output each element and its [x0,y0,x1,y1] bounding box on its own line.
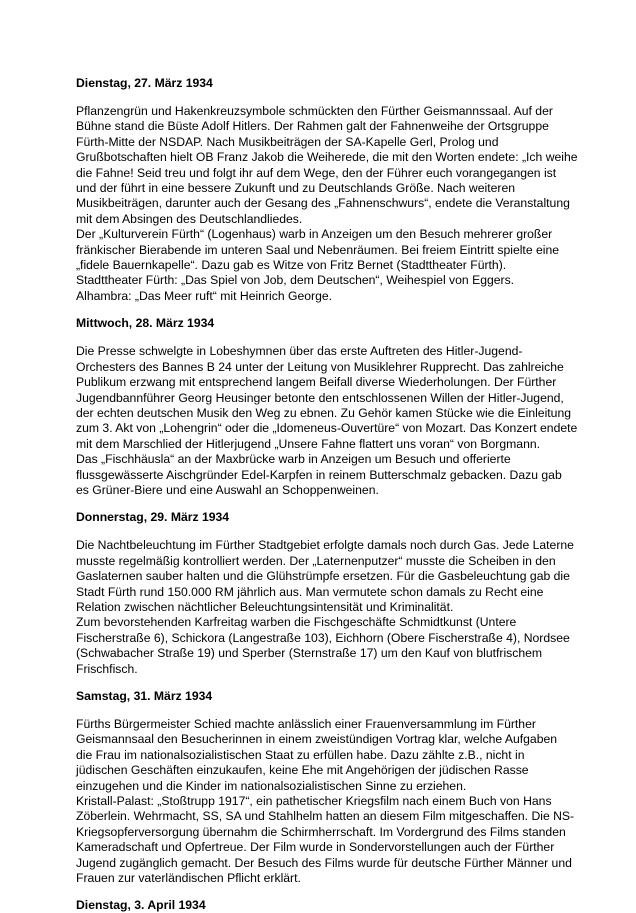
entry-body [76,538,636,677]
text-line: Publikum erzwang mit entsprechend langem Beifall diverse Wiederholungen. Der Fürther [76,375,557,390]
text-line: Der „Kulturverein Fürth“ (Logenhaus) warb in Anzeigen um den Besuch mehrerer großer [76,227,553,242]
text-line: Relation zwischen nächtlicher Beleuchtungsintensität und Kriminalität. [76,599,454,614]
text-line: Die Presse schwelgte in Lobeshymnen über das erste Auftreten des Hitler-Jugend- [76,344,523,359]
text-line: es Grüner-Biere und eine Auswahl an Schoppenweinen. [76,482,379,497]
text-line: einzugehen und die Kinder im nationalsozialistischen Sinne zu erziehen. [76,778,467,793]
text-line: und der führt in eine bessere Zukunft und zu Deutschlands Größe. Nach weiteren [76,181,515,196]
entry-1934-03-28 [76,316,636,498]
text-line: zum 3. Akt von „Lohengrin“ oder die „Idomeneus-Ouvertüre“ von Mozart. Das Konzert endete [76,421,578,436]
text-line: Die Nachtbeleuchtung im Fürther Stadtgebiet erfolgte damals noch durch Gas. Jede Laterne [76,538,574,553]
text-line: Das „Fischhäusla“ an der Maxbrücke warb in Anzeigen um Besuch und offerierte [76,452,511,467]
text-line: Geismannsaal den Besucherinnen in einem zweistündigen Vortrag klar, welche Aufgaben [76,732,558,747]
text-line: Kristall-Palast: „Stoßtrupp 1917“, ein pathetischer Kriegsfilm nach einem Buch von Hans [76,794,552,809]
text-line: Stadt Fürth rund 150.000 RM jährlich aus. Man vermutete schon damals zu Recht eine [76,584,544,599]
text-line: Kriegsopferversorgung übernahm die Schirmherrschaft. Im Vordergrund des Films standen [76,824,566,839]
entry-1934-03-29 [76,510,636,677]
text-line: fränkischer Bierabende im unteren Saal und Nebenräumen. Bei freiem Eintritt spielte eine [76,242,560,257]
entry-body [76,717,636,886]
text-line: (Schwabacher Straße 19) und Sperber (Sternstraße 17) um den Kauf von blutfrischem [76,646,543,661]
text-line: Jugend zugänglich gemacht. Der Besuch des Films wurde für deutsche Fürther Männer und [76,855,572,870]
entry-1934-03-31 [76,689,636,886]
text-line: mit dem Marschlied der Hitlerjugend „Unsere Fahne flattert uns voran“ von Borgmann. [76,436,541,451]
entry-body [76,344,636,498]
text-line: Zum bevorstehenden Karfreitag warben die Fischgeschäfte Schmidtkunst (Untere [76,615,517,630]
text-line: Fischerstraße 6), Schickora (Langestraße 103), Eichhorn (Obere Fischerstraße 4), Nordsee [76,630,570,645]
text-line: Jugendbannführer Georg Heusinger betonte den entschlossenen Willen der Hitler-Jugend, [76,390,564,405]
entry-1934-04-03 [76,898,636,913]
entry-date-heading: Mittwoch, 28. März 1934 [76,316,215,331]
text-line: Pflanzengrün und Hakenkreuzsymbole schmückten den Fürther Geismannssaal. Auf der [76,104,553,118]
text-line: Frauen zur vaterländischen Pflicht erklärt. [76,871,301,886]
text-line: Fürth-Mitte der NSDAP. Nach Musikbeiträgen der SA-Kapelle Gerl, Prolog und [76,134,499,149]
text-line: Grußbotschaften hielt OB Franz Jakob die Weiherede, die mit den Worten endete: „Ich weihe [76,150,578,165]
entry-body [76,104,636,304]
text-line: „fidele Bauernkapelle“. Dazu gab es Witze von Fritz Bernet (Stadttheater Fürth). [76,258,507,273]
text-line: Alhambra: „Das Meer ruft“ mit Heinrich George. [76,288,333,303]
text-line: Frischfisch. [76,661,138,676]
text-line: jüdischen Geschäften einzukaufen, keine Ehe mit Angehörigen der jüdischen Rasse [76,763,529,778]
text-line: Musikbeiträgen, darunter auch der Gesang des „Fahnenschwurs“, endete die Veranstaltung [76,196,570,211]
entry-2025-03-27 [76,76,636,304]
entry-date-heading: Dienstag, 3. April 1934 [76,898,206,913]
text-line: Zöberlein. Wehrmacht, SS, SA und Stahlhelm hatten an diesem Film mitgeschaffen. Die NS- [76,809,575,824]
text-line: Fürths Bürgermeister Schied machte anlässlich einer Frauenversammlung im Fürther [76,717,536,731]
text-line: Kameradschaft und Opfertreue. Der Film wurde in Sondervorstellungen auch der Fürther [76,840,555,855]
text-line: flussgewässerte Aischgründer Edel-Karpfen in reinem Butterschmalz gebacken. Dazu gab [76,467,562,482]
entry-date-heading: Samstag, 31. März 1934 [76,689,213,703]
entry-date-heading: Dienstag, 27. März 1934 [76,76,213,90]
text-line: die Frau im nationalsozialistischen Staat zu erfüllen habe. Dazu zählte z.B., nicht in [76,747,525,762]
text-line: der echten deutschen Musik den Weg zu ebnen. Zu Gehör kamen Stücke wie die Einleitung [76,405,572,420]
text-line: Orchesters des Bannes B 24 unter der Leitung von Musiklehrer Rupprecht. Das zahlreiche [76,359,564,374]
text-line: Bühne stand die Büste Adolf Hitlers. Der Rahmen galt der Fahnenweihe der Ortsgruppe [76,119,549,134]
text-line: Stadttheater Fürth: „Das Spiel von Job, dem Deutschen“, Weihespiel von Eggers. [76,273,515,288]
text-line: Gaslaternen sauber halten und die Glühstrümpfe ersetzen. Für die Gasbeleuchtung gab die [76,569,570,584]
text-line: musste regelmäßig kontrolliert werden. Der „Laternenputzer“ musste die Scheiben in den [76,553,556,568]
entry-date-heading: Donnerstag, 29. März 1934 [76,510,230,525]
text-line: die Fahne! Seid treu und folgt ihr auf dem Wege, den der Führer euch vorangegangen ist [76,165,557,180]
text-line: mit dem Absingen des Deutschlandliedes. [76,211,303,226]
